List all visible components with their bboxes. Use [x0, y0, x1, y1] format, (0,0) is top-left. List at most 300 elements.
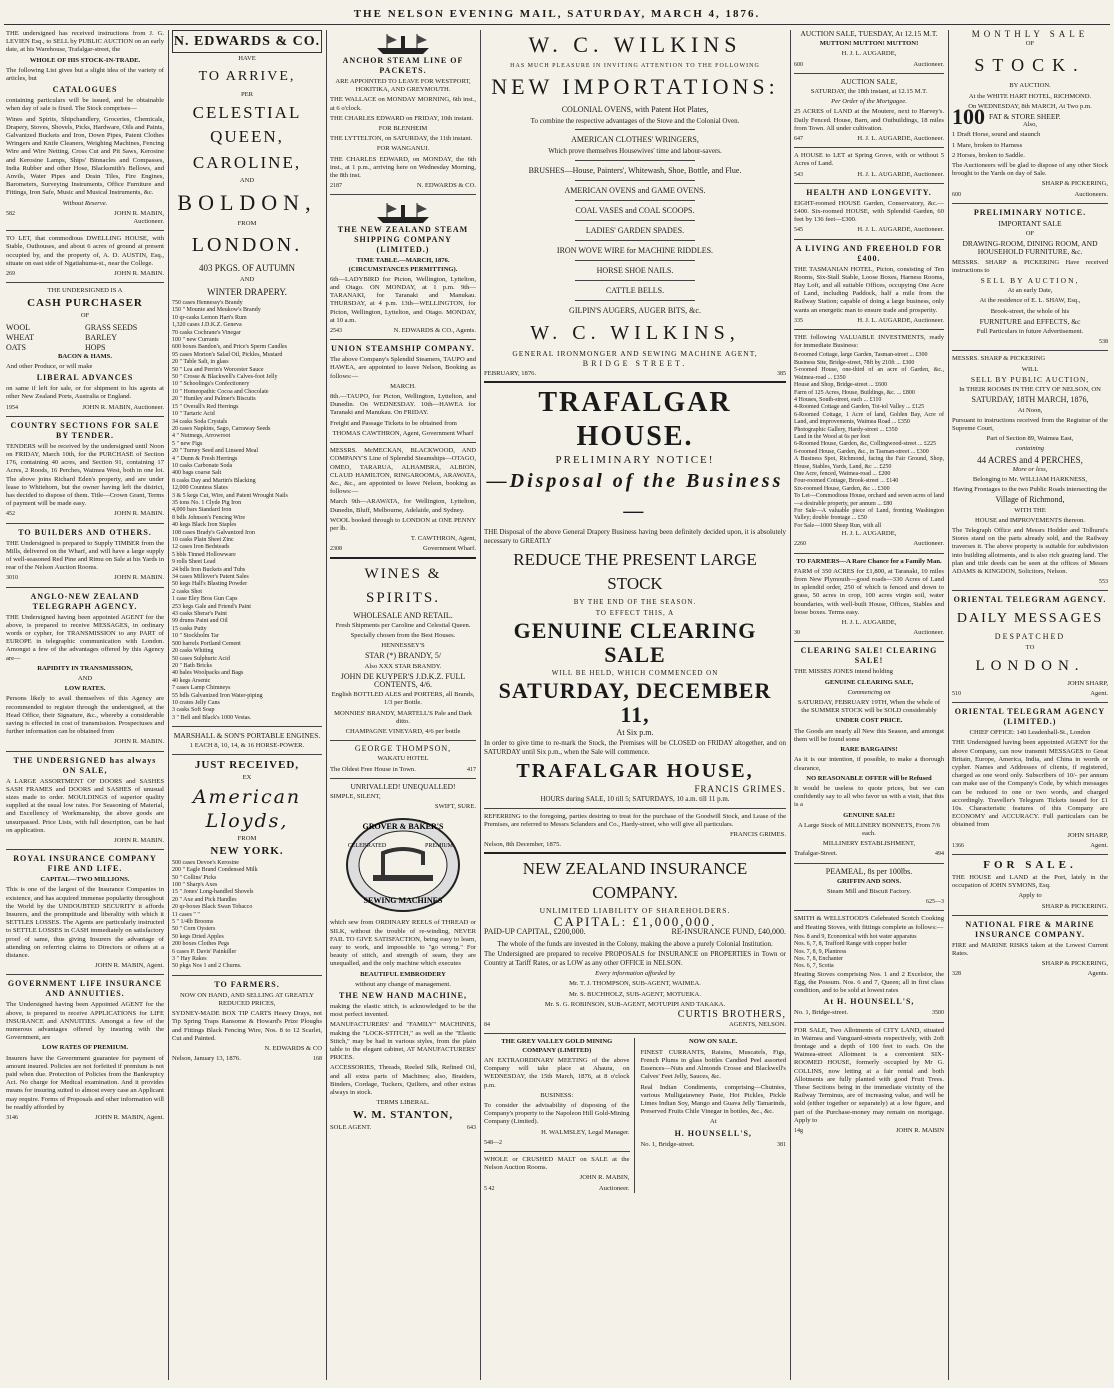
list-item: 20 qr-boxes Black Swan Tobacco — [172, 904, 253, 911]
of-label: OF — [1025, 40, 1035, 48]
curtis-brothers: CURTIS BROTHERS, — [677, 1009, 786, 1021]
stock-heading: STOCK. — [974, 55, 1086, 76]
pursuant: Pursuant to instructions received from the Registrar of the Supreme Court, — [952, 416, 1108, 432]
list-item: 40 bales Woolpacks and Bags — [172, 670, 244, 677]
telegraph-text: THE Undersigned having been appointed AGENT for the above, is prepared to receive MESSAGES, in ordinary words or cypher, for TRANSMISSION to any PART of EUROPE in telegraphic communication with London. Amongst a few of the advantages offered by this Agency are— — [6, 613, 164, 662]
list-item: Photographic Gallery, Hardy-street ... £350 — [794, 426, 898, 433]
list-item: 3 " Hay Rakes — [172, 956, 207, 963]
column-5 — [794, 30, 944, 1382]
list-item: 99 drums Paint and Oil — [172, 618, 228, 625]
engines: 1 EACH 8, 10, 14, & 16 HORSE-POWER. — [189, 742, 305, 750]
brushes: BRUSHES—House, Painters', Whitewash, Shoe, Bottle, and Flue. — [528, 165, 742, 175]
list-item: 6-roomed House, Garden, &c., in Tasman-street ... £300 — [794, 448, 929, 455]
and-label: AND — [77, 674, 93, 682]
signature: JOHN SHARP, — [1067, 679, 1108, 687]
trafalgar-house-heading-2: TRAFALGAR HOUSE, — [516, 760, 754, 783]
list-item: 20 " Turney Seed and Linseed Meal — [172, 448, 259, 455]
signature: FRANCIS GRIMES. — [729, 831, 786, 839]
list-item: Nos. 7, 8, Enchanter — [794, 955, 843, 962]
list-item: 20 " Table Salt, in glass — [172, 359, 229, 366]
divider — [794, 183, 944, 184]
ad-number: 84 — [484, 1022, 490, 1029]
divider — [330, 557, 476, 559]
divider — [330, 740, 476, 741]
rapidity: RAPIDITY IN TRANSMISSION, — [37, 664, 133, 672]
grover-baker-text: which sew from ORDINARY REELS of THREAD or SILK, without the trouble of re-winding, NEVER FAIL TO GIVE SATISFACTION, being easy to learn, easy to work, and impossible to "go wrong." For beauty of stitch, and strength of seam, they are unequalled, and the only machine which executes — [330, 919, 476, 968]
union-text: The above Company's Splendid Steamers, TAUPO and HAWEA, are appointed to leave Nelson, Booking as follows:— — [330, 356, 476, 380]
ad-number: 494 — [935, 851, 944, 858]
american-lloyds: American Lloyds, — [192, 785, 302, 832]
sewing-machine-emblem-icon — [343, 815, 463, 915]
timetable-heading: TIME TABLE.—MARCH, 1876. (CIRCUMSTANCES PERMITTING). — [348, 257, 458, 273]
health-heading: HEALTH AND LONGEVITY. — [806, 187, 932, 197]
list-item: Farm of 125 Acres, House, Buildings, &c. ... £800 — [794, 389, 915, 396]
embroidery: BEAUTIFUL EMBROIDERY — [360, 970, 446, 978]
list-item: 4 " Dunn & Fresh Herrings — [172, 455, 238, 462]
list-item: 600 boxes Bandon's, and Price's Sperm Candles — [172, 344, 287, 351]
daily-messages: DAILY MESSAGES — [956, 611, 1104, 627]
column-3 — [330, 30, 476, 1382]
list-item: 50 " Crosse & Blackwell's Calves-foot Jelly — [172, 374, 278, 381]
simple-silent: SIMPLE, SILENT, — [330, 792, 381, 800]
intention-text: As it is our intention, if possible, to make a thorough clearance, — [794, 756, 944, 772]
wringers-text: Which prove themselves Housewives' time and labour-savers. — [548, 147, 722, 156]
signature-title: Agents. — [1087, 970, 1108, 978]
wool-text: WOOL booked through to LONDON at ONE PENNY per lb. — [330, 516, 476, 532]
quote-text: It would be useless to quote prices, but we can confidently say to all who favor us with a visit, that this is a — [794, 784, 944, 809]
ex-label: EX — [242, 774, 252, 782]
list-item: 55 bdls Galvanized Iron Water-piping — [172, 692, 263, 699]
national-text: FIRE and MARINE RISKS taken at the Lowest Current Rates. — [952, 941, 1108, 958]
signature-title: Auctioneer. — [133, 218, 164, 226]
from-label: FROM — [237, 834, 257, 842]
list-item: 2 casks Shot — [172, 588, 202, 595]
disposal-heading: —Disposal of the Business— — [486, 470, 784, 523]
without-reserve: Without Reserve. — [62, 199, 108, 207]
mortgagee: Per Order of the Mortgagee. — [831, 98, 907, 106]
other-produce: And other Produce, or will make — [6, 362, 93, 370]
list-item: 50 cases Sulphuric Acid — [172, 655, 230, 662]
signature: JOHN R. MABIN. — [114, 270, 164, 278]
divider — [575, 160, 696, 161]
francis-grimes: FRANCIS GRIMES. — [694, 784, 786, 795]
thompson-heading: GEORGE THOMPSON, — [354, 744, 452, 754]
builders-heading: TO BUILDERS AND OTHERS. — [18, 527, 152, 537]
containing: containing — [1015, 445, 1045, 453]
divider — [952, 702, 1108, 703]
list-item: 4,000 bars Standard Iron — [172, 507, 232, 514]
ship-celestial-queen: CELESTIAL QUEEN, — [192, 103, 302, 147]
signature: H. J. L. AUGARDE, — [841, 50, 897, 58]
list-item: 50 pkgs Nos 1 and 2 Churns. — [172, 963, 242, 970]
per-label: PER — [240, 91, 254, 99]
wire-riddles: IRON WOVE WIRE for MACHINE RIDDLES. — [556, 245, 714, 255]
ad-number: 643 — [467, 1125, 476, 1132]
steamship-icon — [373, 30, 433, 56]
divider — [484, 1151, 630, 1152]
produce-item: WHEAT — [6, 332, 34, 342]
ad-number: 328 — [952, 971, 961, 978]
column-divider — [790, 30, 791, 1380]
list-item: Land in the Wood at 6s per foot — [794, 433, 870, 440]
divider — [952, 350, 1108, 351]
signature: H. J. L. AUGARDE, Auctioneer. — [857, 170, 944, 178]
also-label: Also, — [1022, 121, 1038, 129]
genuine-clearing-sale: GENUINE CLEARING SALE — [513, 617, 757, 667]
divider — [575, 220, 696, 221]
living-heading: A LIVING AND FREEHOLD FOR £400. — [795, 243, 943, 263]
divider — [484, 852, 786, 854]
steamship-icon — [373, 199, 433, 225]
ad-number: 2308 — [330, 546, 342, 553]
clearing-sale-heading: CLEARING SALE! CLEARING SALE! — [800, 646, 938, 666]
divider — [330, 442, 476, 443]
divider — [6, 523, 164, 524]
list-item: 253 kegs Gale and Friend's Paint — [172, 603, 251, 610]
list-item: A Business Spot, Richmond, facing the Fair Ground, Shop, House, Stables, Yards, Land, &c ... £250 — [794, 456, 944, 470]
wallace-sailing: THE WALLACE on MONDAY MORNING, 6th inst., at 6 o'clock. — [330, 96, 476, 112]
signature: N. EDWARDS & CO. — [416, 182, 476, 190]
for-blenheim: FOR BLENHEIM — [378, 125, 428, 133]
always-heading: THE UNDERSIGNED has always ON SALE, — [13, 755, 157, 775]
timetable-text: 6th—LADYBIRD for Picton, Wellington, Lyttelton, and Otago. ON MONDAY, at 1 p.m. 9th—TARANAKI, for Taranaki and Manukau. THURSDAY, at 4 p.m. 13th—WELLINGTON, for Picton, Wellington, Lyttelton, and Otago. MONDAY, at 10 a.m. — [330, 275, 476, 324]
telegraph-heading: ANGLO-NEW ZEALAND TELEGRAPH AGENCY. — [30, 591, 140, 611]
list-item: 500 cases Devoe's Kerosine — [172, 859, 239, 866]
fresh-shipments: Fresh Shipments per Caroline and Celestial Queen. — [335, 621, 471, 629]
london: LONDON. — [975, 657, 1085, 674]
anchor-line-heading: ANCHOR STEAM LINE OF PACKETS. — [342, 56, 464, 75]
list-item: 108 cases Brady's Galvanized Iron — [172, 529, 256, 536]
undersigned-heading: THE UNDERSIGNED IS A — [47, 287, 123, 295]
acres-44: 44 ACRES and 4 PERCHES, — [977, 454, 1083, 465]
low-rates: LOW RATES. — [64, 685, 106, 693]
signature-title: Auctioneer. — [913, 629, 944, 637]
champagne: CHAMPAGNE VINEYARD, 4/6 per bottle — [345, 727, 461, 735]
divider — [794, 329, 944, 330]
list-item: Nos. 6, 7, Scotia — [794, 963, 834, 970]
divider — [6, 230, 164, 231]
union-text-2: 8th.—TAUPO, for Picton, Wellington, Lyttelton, and Dunedin. On WEDNESDAY. 10th—HAWEA for Taranaki and Manukau. On FRIDAY. — [330, 393, 476, 417]
monthly-sale: MONTHLY SALE — [971, 30, 1089, 39]
divider — [952, 854, 1108, 855]
sell-by-auction: SELL BY AUCTION, — [980, 276, 1080, 286]
list-item: 10 " Stockholm Tar — [172, 633, 219, 640]
list-item: 4 Houses, South-street, each ... £110 — [794, 396, 882, 403]
column-2 — [172, 30, 322, 1382]
list-item: 400 bags coarse Salt — [172, 470, 222, 477]
arawata-text: March 9th—ARAWATA, for Wellington, Lyttelton, Dunedin, Bluff, Melbourne, Adelaide, and Sydney. — [330, 498, 476, 514]
list-item: 20 cases Napkins, Sago, Carraway Seeds — [172, 425, 271, 432]
signature: JOHN SHARP, — [1067, 831, 1108, 839]
early-date: At an early Date, — [1007, 287, 1053, 295]
wines-heading: WINES & SPIRITS. — [364, 565, 442, 606]
preliminary-notice: PRELIMINARY NOTICE! — [555, 454, 715, 467]
and-label: AND — [239, 275, 255, 283]
produce-item: WOOL — [6, 322, 30, 332]
hennessey: HENNESSEY'S — [381, 642, 425, 650]
divider — [794, 147, 944, 148]
signature-title: Auctioneer. — [913, 540, 944, 548]
list-item: 10 casks Carbonate Soda — [172, 462, 233, 469]
saturday-feb-19: SATURDAY, FEBRUARY 19TH, When the whole of the SUMMER STOCK will be SOLD considerably — [797, 699, 941, 715]
gilpins-augers: GILPIN'S AUGERS, AUGER BITS, &c. — [569, 305, 701, 315]
star-brandy: STAR (*) BRANDY, 5/ — [364, 651, 442, 661]
list-item: 10 casks Plain Sheet Zinc — [172, 537, 234, 544]
telegraph-text-2: Persons likely to avail themselves of this Agency are recommended to register through the undersigned, at the Head Office, their Signature, &c., whereby a considerable saving is effected in cost of transmission. Prospectuses and further information can be obtained from — [6, 695, 164, 736]
divider — [484, 381, 786, 383]
fat-store-sheep: FAT & STORE SHEEP. — [989, 112, 1061, 122]
ad-number: 14g — [794, 1128, 803, 1135]
white-hart: At the WHITE HART HOTEL, RICHMOND. — [968, 92, 1092, 100]
every-information: Every information afforded by — [595, 970, 675, 978]
cash-purchaser-heading: CASH PURCHASER — [27, 297, 143, 310]
acres-25-text: 25 ACRES of LAND at the Moutere, next to Harvey's. Daily Fenced. House, Barn, and Outbuildings, 18 miles from Town. All under cultivation. — [794, 108, 944, 132]
signature: JOHN R. MABIN, — [579, 1174, 630, 1182]
masthead: THE NELSON EVENING MAIL, SATURDAY, MARCH 4, 1876. — [353, 8, 761, 20]
divider — [330, 778, 476, 779]
wednesday-8th: On WEDNESDAY, 8th MARCH, At Two p.m. — [968, 102, 1092, 110]
signature: JOHN R. MABIN — [895, 1127, 944, 1135]
paid-up-capital: PAID-UP CAPITAL, £200,000. — [484, 926, 586, 936]
list-item: For Sale—A valuable piece of Land, fronting Washington Valley; double frontage ... £50 — [794, 508, 944, 522]
edwards-items-list — [172, 300, 322, 722]
freight-text: Freight and Passage Tickets to be obtained from — [330, 419, 457, 427]
no-reasonable-offer: NO REASONABLE OFFER will be Refused — [806, 774, 932, 782]
signature: H. J. L. AUGARDE, — [841, 619, 897, 627]
list-item: 11 cases " " — [172, 911, 200, 918]
ad-date: Nelson, January 13, 1876. — [172, 1055, 241, 1063]
sub-agent: Mr. S. G. ROBINSON, SUB-AGENT, MOTUPIPI AND TAKAKA. — [544, 1000, 726, 1008]
signature: H. WALMSLEY, Legal Manager. — [541, 1128, 630, 1136]
royal-capital: CAPITAL—TWO MILLIONS. — [40, 876, 130, 884]
with-the: WITH THE — [1014, 506, 1046, 514]
malt-text: WHOLE or CRUSHED MALT on SALE at the Nelson Auction Rooms. — [484, 1155, 630, 1172]
divider — [172, 754, 322, 755]
divider — [484, 808, 786, 809]
country-sections-heading: COUNTRY SECTIONS FOR SALE BY TENDER. — [10, 420, 160, 440]
list-item: 34 casks Soda Crystals — [172, 418, 228, 425]
by-auction: BY AUCTION. — [1009, 82, 1051, 90]
produce-item: OATS — [6, 342, 27, 352]
now-on-hand: NOW ON HAND, AND SELLING AT GREATLY REDUCED PRICES, — [179, 991, 315, 1008]
steam-mill: Steam Mill and Biscuit Factory. — [827, 887, 911, 895]
list-item: 6 cases P. Davis' Painkiller — [172, 948, 237, 955]
list-item: Business Site, Bridge-street, 78ft by 210ft ... £300 — [794, 359, 915, 366]
emblem-grover-text: GROVER & BAKER'S — [362, 822, 444, 832]
for-sale-city-land: FOR SALE, Two Allotments of CITY LAND, situated in Waimea and Vanguard-streets respectively, with 2oft frontage and a depth of 100 feet to each. On the Waimea-street Allotment is a convenient SIX-ROOMED HOUSE, formerly occupied by Mr G. COLLINS, now letting at a fair rental and both Allotments are fully planted with good Fruit Trees. These Sections being in the immediate vicinity of the Railway Terminus, are of increasing value, and will be sold (either together or separately) at a low figure, and part of the Purchase-money may remain on mortgage. Apply to — [794, 1026, 944, 1124]
without-change: without any change of management. — [355, 980, 451, 988]
tenders-text: TENDERS will be received by the undersigned until Noon on FRIDAY, March 10th, for the PURCHASE of Section 176, containing 40 acres, and Section 91, containing 17 Acres, 2 Roods, 16 Perches, Waimea West, both in one lot. The above joins Richard Eden's property, and are under lease to Whitehorn, but the owner having left the district, has decided to dispose of them. Title—Crown Grant, Terms of payment will be made easy. — [6, 442, 164, 508]
ad-number: 381 — [777, 1141, 786, 1148]
ad-number: 30 — [794, 630, 800, 637]
ad-number: 2260 — [794, 541, 806, 548]
new-hand-machine: THE NEW HAND MACHINE, — [339, 991, 467, 1001]
catalogue-items: Wines and Spirits, Shipchandlery, Groceries, Chemicals, Drapery, Stoves, Shovels, Picks, Hardware, Oils and Paints, Galvanized Buckets and Iron, Down Pipes, Patent Clothes Wringers and Knife Cleaners, Weighing Machines, Fencing Wire and Wire Netting, Cross Cut and Pit Saws, Kerosine and Kerosine Lamps, Ships' Binnacles and Compasses, India Rubber and other Hose, Blacksmith's Bellows, and Anvils, Water Pipes and Drain Tiles, Fire Engines, Barometers, Surveying Instruments, Office Furniture and Fittings, Iron Safe, Music and Musical Instruments, &c. — [6, 115, 164, 197]
list-item: 40 kegs Arsenic — [172, 677, 211, 684]
will-be-held: WILL BE HELD, WHICH COMMENCED ON — [551, 668, 719, 677]
port-house: THE HOUSE and LAND at the Port, lately in the occupation of JOHN SYMONS, Esq. — [952, 874, 1108, 890]
list-item: 10 " Homeopathic Cocoa and Chocolate — [172, 388, 269, 395]
signature: JOHN R. MABIN. — [114, 510, 164, 518]
misses-jones: THE MISSES JONES intend holding — [794, 668, 893, 676]
their-rooms: In THEIR ROOMS IN THE CITY OF NELSON, ON — [959, 386, 1101, 394]
chief-office: CHIEF OFFICE: 140 Leadenhall-St., London — [969, 729, 1091, 737]
xxx-brandy: Also XXX STAR BRANDY. — [364, 662, 442, 670]
referring-text: REFERRING to the foregoing, parties desiring to treat for the purchase of the Goodwill Stock, and Lease of the Premises, are referred to Messrs Sclanders and Co., Hardy-street, who will give all particulars. — [484, 812, 786, 828]
list-item: 20 casks Whiting — [172, 648, 214, 655]
govt-insurance-heading: GOVERNMENT LIFE INSURANCE AND ANNUITIES. — [7, 979, 163, 999]
list-item: 40 kegs Black Iron Staples — [172, 522, 237, 529]
apply-to: Apply to — [1018, 892, 1042, 900]
divider — [952, 203, 1108, 204]
clothes-wringers: AMERICAN CLOTHES' WRINGERS, — [571, 135, 699, 145]
at-six: At Six p.m. — [616, 728, 654, 738]
list-item: 50 " Lea and Perrin's Worcester Sauce — [172, 366, 264, 373]
list-item: Four-roomed Cottage, Brook-street ... £140 — [794, 478, 899, 485]
list-item: 15 casks Putty — [172, 625, 207, 632]
village-richmond: Village of Richmond, — [995, 495, 1065, 505]
signature: H. J. L. AUGARDE, Auctioneer. — [857, 135, 944, 143]
saturday-18-march: SATURDAY, 18TH MARCH, 1876, — [971, 395, 1089, 405]
royal-insurance-heading: ROYAL INSURANCE COMPANY FIRE AND LIFE. — [13, 854, 157, 874]
grey-valley-text-2: To consider the advisability of disposing of the Company's property to the Napoleon Hill Gold-Mining Company (Limited). — [484, 1101, 630, 1126]
divider — [330, 194, 476, 195]
at-label: At — [709, 1118, 717, 1126]
rare-bargains: RARE BARGAINS! — [840, 746, 898, 754]
sub-agent: Mr. T. J. THOMPSON, SUB-AGENT, WAIMEA. — [569, 980, 701, 988]
peameal: PEAMEAL, 8s per 100lbs. — [825, 866, 913, 876]
ironmonger: GENERAL IRONMONGER AND SEWING MACHINE AGENT, — [512, 348, 758, 358]
house-improvements: HOUSE and IMPROVEMENTS thereon. — [975, 516, 1085, 524]
oriental-text: THE Undersigned having been appointed AGENT for the above Company, can now transmit MESSAGES to Great Britain, Europe, America, India, and China in words or cypher. Names and Addresses of clients, if registered, charged as one word only. Subscribers of 10/- per annum can make use of the Company's Code, by which messages can be reduced to one or two words, and charged accordingly. Traveller's Telegram Tickets issued for £1 10s. Characteristic features of this Company are ECONOMY and ACCURACY. Full particulars can be obtained from — [952, 739, 1108, 829]
liberal-advances: LIBERAL ADVANCES — [36, 373, 134, 383]
ad-number: 2543 — [330, 328, 342, 335]
list-item: 500 barrels Portland Cement — [172, 640, 241, 647]
divider — [6, 416, 164, 417]
combine-text: To combine the respective advantages of the Stove and the Colonial Oven. — [530, 117, 740, 126]
signature: JOHN R. MABIN, Agent. — [95, 962, 164, 970]
govt-text: The Undersigned having been Appointed AGENT for the above, is prepared to receive APPLICATIONS for LIFE INSURANCE and ANNUITIES. Amongst a few of the numerous advantages offered by insuring with the Government, are — [6, 1001, 164, 1042]
divider — [6, 751, 164, 752]
signature-title: Agent. — [1090, 689, 1108, 697]
indian-condiments: Real Indian Condiments, comprising—Chutnies, various Mulligatawney Paste, Hot Pickles, Pickle Limes Indian Soy, Mango and Guava Jelly Tamarinds, Preserved Fruits Chile Vinegar in bottles, &c., &c. — [640, 1083, 786, 1116]
list-item: 1 case Eley Bros Gun Caps — [172, 596, 238, 603]
march-label: MARCH. — [390, 382, 416, 390]
list-item: 70 casks Cochrane's Vinegar — [172, 329, 241, 336]
ad-number: 385 — [777, 371, 786, 378]
grey-valley-text: AN EXTRAORDINARY MEETING of the above Company will take place at Ahaura, on WEDNESDAY, the 15th March, 1876, at 8 o'clock p.m. — [484, 1056, 630, 1089]
sole-agent: SOLE AGENT. — [330, 1124, 372, 1132]
list-item: 50 " Corn Oysters — [172, 926, 216, 933]
saturday-18: SATURDAY, the 18th instant, at 12.15 M.T. — [810, 88, 928, 96]
sharp-text: MESSRS. SHARP & PICKERING Have received instructions to — [952, 258, 1108, 274]
divider — [794, 641, 944, 642]
by-end-season: BY THE END OF THE SEASON. — [573, 598, 697, 607]
wholesale: WHOLESALE AND RETAIL. — [353, 610, 453, 620]
ad-number: 545 — [794, 227, 803, 234]
emblem-premium-text: PREMIUM — [424, 843, 454, 850]
list-item: 12 cases Iron Bedsteads — [172, 544, 230, 551]
new-york: NEW YORK. — [210, 844, 284, 857]
auctioneers-text: The Auctioneers will be glad to dispose of any other Stock brought to the Yards on day of Sale. — [952, 162, 1108, 178]
list-item: 200 boxes Clothes Pegs — [172, 941, 230, 948]
proposals-text: The Undersigned are prepared to receive PROPOSALS for INSURANCE on PROPERTIES in Town or Country at Tariff Rates, or as LOW as any other OFFICE in NELSON. — [484, 950, 786, 968]
signature: SHARP & PICKERING, — [1041, 180, 1108, 188]
reduce-stock: REDUCE THE PRESENT LARGE STOCK — [513, 550, 757, 594]
national-insurance: NATIONAL FIRE & MARINE INSURANCE COMPANY. — [965, 919, 1095, 939]
list-item: 15 " Overall's Red Herrings — [172, 403, 239, 410]
list-item: Nos. 8 and 9, Economical with hot water apparatus — [794, 933, 917, 940]
and-label: AND — [239, 177, 255, 185]
new-importations: NEW IMPORTATIONS: — [491, 74, 779, 100]
residence: At the residence of E. L. SHAW, Esq., — [979, 297, 1081, 305]
list-item: 8 casks Day and Martin's Blacking — [172, 477, 256, 484]
hounsell-heading: H. HOUNSELL'S, — [674, 1128, 752, 1138]
will-label: WILL — [1021, 365, 1039, 373]
divider — [172, 726, 322, 727]
colonial-ovens: COLONIAL OVENS, with Patent Hot Plates, — [561, 105, 709, 115]
signature: H. J. L. AUGARDE, Auctioneer. — [857, 226, 944, 234]
hounsell-address: No. 1, Bridge-street. — [640, 1140, 695, 1148]
list-item: 20 " Axe and Pick Handles — [172, 896, 237, 903]
emblem-celebrated-text: CELEBRATED — [347, 843, 387, 850]
stoves-list — [794, 934, 944, 971]
signature-title: Auctioneer. — [913, 60, 944, 68]
divider — [794, 910, 944, 911]
more-or-less: More or less, — [1012, 465, 1048, 473]
ship-caroline: CAROLINE, — [192, 153, 302, 173]
list-item: 20 " Huntley and Palmer's Biscuits — [172, 396, 256, 403]
signature: N. EDWARDS & CO., Agents. — [393, 327, 476, 335]
bridge-street: BRIDGE STREET. — [582, 358, 688, 368]
list-item: 4 " Nutmegs, Arrowroot — [172, 433, 231, 440]
from-label: FROM — [237, 219, 257, 227]
wilkins-heading: W. C. WILKINS — [528, 32, 742, 57]
list-item: 6-Roomed Cottage, 1 Acre of land, Golden Bay, Acre of Land, and improvements, Waimea Road ... £350 — [794, 411, 944, 426]
list-note: The following List gives but a slight idea of the variety of articles, but — [6, 66, 164, 83]
produce-item: BARLEY — [85, 332, 117, 342]
signature-title: Auctioneer. — [598, 1184, 630, 1192]
produce-item: HOPS — [85, 342, 106, 352]
signature: THOMAS CAWTHRON, Agent, Government Wharf — [332, 429, 474, 437]
wakatu-hotel: WAKATU HOTEL — [377, 755, 429, 763]
cattle-bells: CATTLE BELLS. — [605, 285, 665, 295]
ship-boldon: BOLDON, — [177, 189, 317, 215]
oriental-agency: ORIENTAL TELEGRAM AGENCY. — [953, 595, 1107, 605]
list-item: 7 cases Lamp Chimneys — [172, 685, 231, 692]
ad-number: 5 42 — [484, 1185, 495, 1192]
for-sale-heading: FOR SALE. — [983, 859, 1077, 872]
auction-sale: AUCTION SALE, — [840, 76, 898, 86]
list-item: 24 bdls Iron Buckets and Tubs — [172, 566, 246, 573]
builders-text: THE Undersigned is prepared to Supply TIMBER from the Mills, delivered on the Wharf, and will have a large supply of well-seasoned Red Pine and Rimu on Sale at his Yards in rear of the Nelson Auction Rooms. — [6, 539, 164, 572]
list-item: 3 casks Soft Soap — [172, 707, 215, 714]
unlimited-liability: UNLIMITED LIABILITY OF SHAREHOLDERS. — [539, 906, 731, 916]
list-item: 50 kegs Dried Apples — [172, 933, 224, 940]
of-label: OF — [1025, 230, 1035, 238]
divider — [575, 200, 696, 201]
divider — [794, 1022, 944, 1023]
ad-number: 1366 — [952, 842, 964, 849]
marshall-heading: MARSHALL & SON'S PORTABLE ENGINES. — [173, 731, 321, 741]
trafalgar-house-heading: TRAFALGAR HOUSE. — [538, 387, 732, 453]
emblem-sewing-text: SEWING MACHINES — [363, 896, 443, 906]
saturday-dec-11: SATURDAY, DECEMBER 11, — [498, 678, 772, 728]
to-label: TO — [1025, 643, 1035, 651]
produce-item: GRASS SEEDS — [85, 322, 138, 332]
ad-number: 335 — [794, 317, 803, 324]
curtis-agents: AGENTS, NELSON. — [729, 1021, 786, 1029]
